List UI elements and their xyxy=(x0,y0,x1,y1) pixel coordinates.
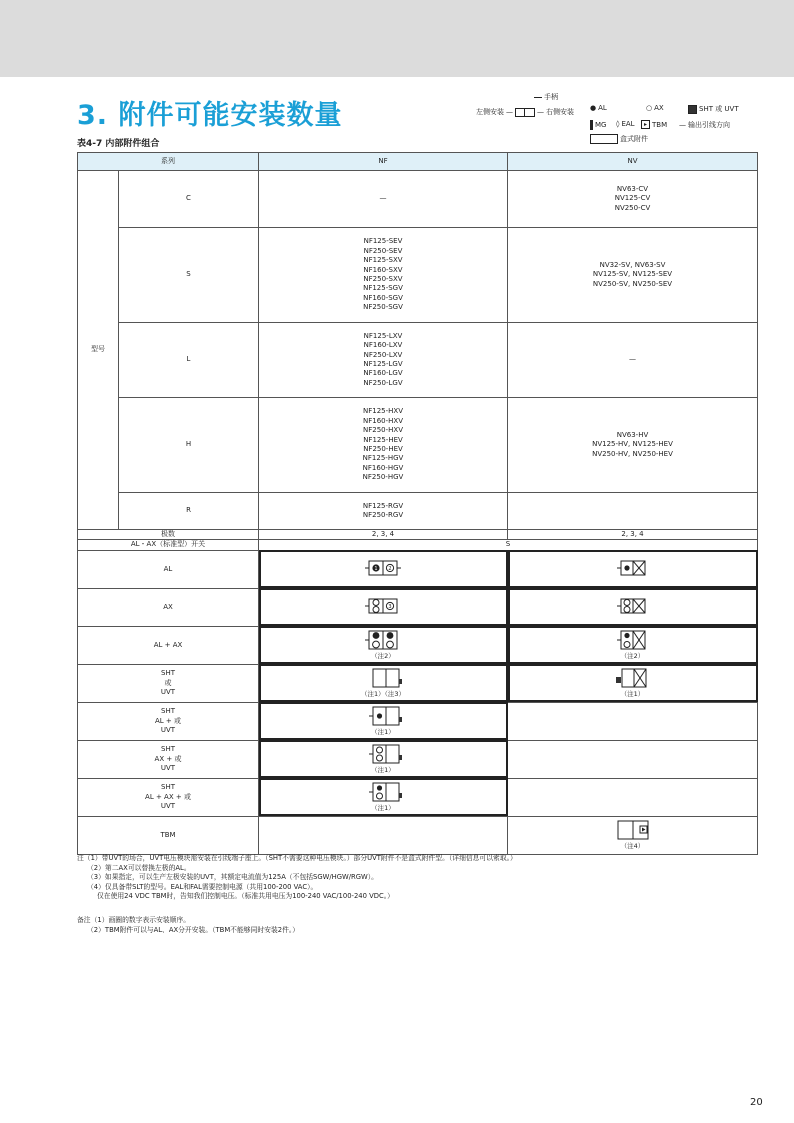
nf-diagram-wrap xyxy=(261,706,505,737)
nv-diagram-cell xyxy=(508,550,758,588)
note-line: （3）如果指定，可以生产左极安装的UVT，其额定电流值为125A（不包括SGW/HGW/RGW）。 xyxy=(87,873,378,882)
note-line: （2）第二AX可以替换左极的AL。 xyxy=(87,863,191,872)
nf-model: NF250-SEV xyxy=(363,246,403,255)
nv-model: NV250-HV, NV250-HEV xyxy=(592,449,673,458)
nf-model: NF160-HGV xyxy=(362,463,404,472)
nf-model: NF125-SEV xyxy=(363,237,403,246)
legend-tbm: TBM xyxy=(652,120,668,129)
nv-models xyxy=(508,171,758,228)
combo-row xyxy=(78,816,758,854)
nf-model: NF250-HXV xyxy=(363,426,403,435)
page-title: 3. 附件可能安装数量 xyxy=(77,100,343,131)
table-caption: 表4-7 内部附件组合 xyxy=(77,139,160,149)
nf-diagram-wrap xyxy=(261,782,505,813)
al-dot-icon: ● xyxy=(590,104,597,112)
nf-model: NF125-RGV xyxy=(362,501,404,510)
nf-model: NF125-LGV xyxy=(363,360,403,368)
nf-models xyxy=(259,398,508,493)
note-ref: （注1）（注3） xyxy=(360,689,406,698)
note-ref: （注2） xyxy=(620,651,645,660)
nf-diagram-cell xyxy=(259,816,508,854)
legend-right-install: 右侧安装 xyxy=(546,108,574,116)
remark-line: 备注（1）画圈的数字表示安装顺序。 xyxy=(77,916,191,924)
nf-diagram-cell xyxy=(259,740,508,778)
combo-label xyxy=(78,740,259,778)
note-ref: （注1） xyxy=(371,765,395,774)
nv-model: NV63-HV xyxy=(616,430,649,439)
sht-uvt-icon xyxy=(688,105,697,114)
svg-text:3: 3 xyxy=(388,603,392,610)
top-banner xyxy=(0,0,794,77)
nv-diagram-wrap xyxy=(510,668,755,699)
nv-al-ax-diagram xyxy=(617,630,649,650)
header-nf: NF xyxy=(259,153,508,171)
tbm-icon: ▸ xyxy=(641,120,650,129)
nv-diagram-wrap xyxy=(510,820,755,851)
nv-model: NV125-SV, NV125-SEV xyxy=(592,270,673,279)
nf-diagram-wrap xyxy=(261,668,505,699)
nf-model: NF250-HGV xyxy=(362,473,404,482)
nf-model: NF250-SGV xyxy=(363,303,403,312)
mg-icon xyxy=(590,120,593,130)
accessory-table xyxy=(77,152,758,855)
nf-model: NF125-HXV xyxy=(363,407,403,416)
legend-ax: AX xyxy=(654,104,664,112)
nv-models xyxy=(508,493,758,530)
poles-nv: 2, 3, 4 xyxy=(508,530,758,540)
nf-model: NF250-RGV xyxy=(362,511,404,519)
nf-model: NF160-SXV xyxy=(363,265,403,274)
remarks xyxy=(77,916,299,935)
combo-label-line: UVT xyxy=(160,726,176,735)
combo-label-line: 或 xyxy=(164,678,172,687)
legend-lead-dir: 输出引线方向 xyxy=(688,121,730,129)
combo-label xyxy=(78,816,259,854)
model-code: S xyxy=(119,228,259,323)
combo-label-line: AX + 或 xyxy=(154,754,182,763)
legend-left-install: 左侧安装 xyxy=(476,108,504,116)
nv-model: NV250-SV, NV250-SEV xyxy=(592,279,673,288)
combo-label-line: SHT xyxy=(161,707,175,716)
page-number: 20 xyxy=(750,1097,763,1108)
nf-model: NF160-LGV xyxy=(363,369,403,378)
combo-label xyxy=(78,664,259,702)
nf-al-diagram xyxy=(365,559,401,577)
combo-label-line: UVT xyxy=(160,802,176,811)
legend-box: 盒式附件 xyxy=(620,135,648,143)
legend-eal: EAL xyxy=(621,120,635,128)
nf-models xyxy=(259,171,508,228)
poles-nf: 2, 3, 4 xyxy=(259,530,508,540)
model-code: H xyxy=(119,398,259,493)
nv-diagram-cell xyxy=(508,626,758,664)
combo-label xyxy=(78,588,259,626)
nv-diagram-cell xyxy=(508,588,758,626)
note-line: （4）仅具备带SLT的型号。EAL和FAL需要控制电源（共用100-200 VAC）。 xyxy=(87,882,318,891)
nf-model: NF125-HGV xyxy=(362,454,404,463)
legend-al: AL xyxy=(598,104,607,112)
combo-row xyxy=(78,664,758,702)
nf-models xyxy=(259,323,508,398)
combo-row xyxy=(78,702,758,740)
combo-label xyxy=(78,702,259,740)
nv-diagram-cell xyxy=(508,740,758,778)
nf-diagram-cell xyxy=(259,702,508,740)
nf-ax-sht-diagram xyxy=(363,744,403,764)
nv-sht-uvt-diagram xyxy=(616,668,650,688)
legend-mg: MG xyxy=(595,121,607,129)
nv-model: NV125-CV xyxy=(614,194,651,203)
nf-model: NF125-SXV xyxy=(363,256,403,265)
nf-model: NF160-HXV xyxy=(363,416,403,425)
nv-models xyxy=(508,228,758,323)
box-accessory-icon xyxy=(590,134,618,144)
poles-label: 极数 xyxy=(78,530,259,540)
combo-label xyxy=(78,626,259,664)
poles-row xyxy=(78,530,758,540)
note-ref: （注4） xyxy=(620,841,645,850)
combo-label-line: AL + AX xyxy=(153,640,183,649)
combo-label-line: SHT xyxy=(161,745,175,754)
notes xyxy=(77,854,517,902)
combo-label xyxy=(78,550,259,588)
nf-model: NF125-LXV xyxy=(363,331,403,340)
table-header-row xyxy=(78,153,758,171)
nf-diagram-wrap xyxy=(261,744,505,775)
note-ref: （注1） xyxy=(371,803,395,812)
nf-model: NF125-HEV xyxy=(363,435,403,444)
switch-row xyxy=(78,540,758,550)
nf-diagram-cell xyxy=(259,664,508,702)
nf-diagram-cell xyxy=(259,778,508,816)
svg-text:1: 1 xyxy=(374,565,378,572)
nf-sht-uvt-diagram xyxy=(363,668,403,688)
combo-row xyxy=(78,740,758,778)
note-ref: （注2） xyxy=(371,651,395,660)
model-code: C xyxy=(119,171,259,228)
combo-label-line: SHT xyxy=(161,783,175,792)
nv-model: NV32-SV, NV63-SV xyxy=(599,260,666,269)
nv-tbm-diagram xyxy=(616,820,650,840)
nf-ax-diagram xyxy=(365,597,401,615)
nf-diagram-cell xyxy=(259,588,508,626)
note-ref: （注1） xyxy=(371,727,395,736)
nf-models xyxy=(259,228,508,323)
nf-model: NF250-LGV xyxy=(363,378,403,387)
lead-dir-icon: — xyxy=(679,121,686,129)
nv-diagram-cell xyxy=(508,778,758,816)
nv-model: NV63-CV xyxy=(616,184,649,193)
nf-al-sht-diagram xyxy=(363,706,403,726)
model-code: L xyxy=(119,323,259,398)
combo-label-line: UVT xyxy=(160,764,176,773)
nv-al-diagram xyxy=(617,559,649,577)
nv-diagram-cell xyxy=(508,816,758,854)
svg-text:2: 2 xyxy=(388,565,392,572)
nf-diagram-cell xyxy=(259,550,508,588)
combo-label-line: UVT xyxy=(160,688,176,697)
combo-row xyxy=(78,778,758,816)
nv-model: NV125-HV, NV125-HEV xyxy=(592,440,673,449)
header-nv: NV xyxy=(508,153,758,171)
legend-sht-uvt: SHT 或 UVT xyxy=(699,105,739,113)
nv-diagram-cell xyxy=(508,702,758,740)
nf-model: NF250-HEV xyxy=(363,445,403,453)
model-label: 型号 xyxy=(78,171,119,530)
nf-diagram-wrap xyxy=(261,630,505,661)
nv-model: — xyxy=(629,355,636,364)
model-code: R xyxy=(119,493,259,530)
nf-model: NF125-SGV xyxy=(363,284,403,293)
table-row xyxy=(78,228,758,323)
remark-line: （2）TBM附件可以与AL、AX分开安装。（TBM不能够同时安装2件。） xyxy=(87,925,300,934)
table-row xyxy=(78,398,758,493)
nf-model: NF250-LXV xyxy=(363,350,403,359)
combo-row xyxy=(78,588,758,626)
ax-circle-icon: ○ xyxy=(646,104,653,112)
nv-diagram-cell xyxy=(508,664,758,702)
nf-al-ax-sht-diagram xyxy=(363,782,403,802)
table-row xyxy=(78,171,758,228)
note-line: 仅在使用24 VDC TBM时，告知我们控制电压。（标准共用电压为100-240 VAC/100-240 VDC。） xyxy=(97,892,394,901)
combo-label-line: SHT xyxy=(161,669,175,678)
table-row xyxy=(78,493,758,530)
combo-label-line: TBM xyxy=(160,830,176,839)
combo-row xyxy=(78,550,758,588)
nf-model: NF160-SGV xyxy=(363,293,403,302)
nv-models xyxy=(508,398,758,493)
combo-label-line: AL xyxy=(163,564,173,573)
combo-label xyxy=(78,778,259,816)
nv-models xyxy=(508,323,758,398)
legend: 手柄 左侧安装 — — 右侧安装 ● AL ○ AX SHT 或 UVT MG ◊ EAL ▸ TBM — 输出引线方向 盒式附件 xyxy=(476,93,739,143)
note-ref: （注1） xyxy=(620,689,645,698)
combo-row xyxy=(78,626,758,664)
header-series: 系列 xyxy=(78,153,259,171)
nf-al-ax-diagram xyxy=(365,630,401,650)
nv-diagram-wrap xyxy=(510,630,755,661)
combo-label-line: AL + 或 xyxy=(154,716,181,725)
combo-label-line: AX xyxy=(163,602,173,611)
legend-breaker-icon xyxy=(515,108,535,117)
combo-label-line: AL + AX + 或 xyxy=(145,792,191,801)
nf-diagram-cell xyxy=(259,626,508,664)
eal-icon: ◊ xyxy=(616,120,620,128)
legend-handle: 手柄 xyxy=(544,93,558,101)
switch-label: AL・AX（标准型）开关 xyxy=(78,540,259,550)
table-row xyxy=(78,323,758,398)
switch-value: S xyxy=(259,540,758,550)
note-line: 注（1）带UVT的场合，UVT电压模块需安装在引线端子座上。（SHT不需要这种电压模块。）部分UVT附件不是盒式附件型。（详细信息可以索取。） xyxy=(77,854,517,862)
nf-model: NF160-LXV xyxy=(363,341,403,350)
nf-models xyxy=(259,493,508,530)
nf-model: — xyxy=(379,194,387,203)
nv-ax-diagram xyxy=(617,597,649,615)
nf-model: NF250-SXV xyxy=(363,275,403,283)
nv-model: NV250-CV xyxy=(614,203,651,212)
